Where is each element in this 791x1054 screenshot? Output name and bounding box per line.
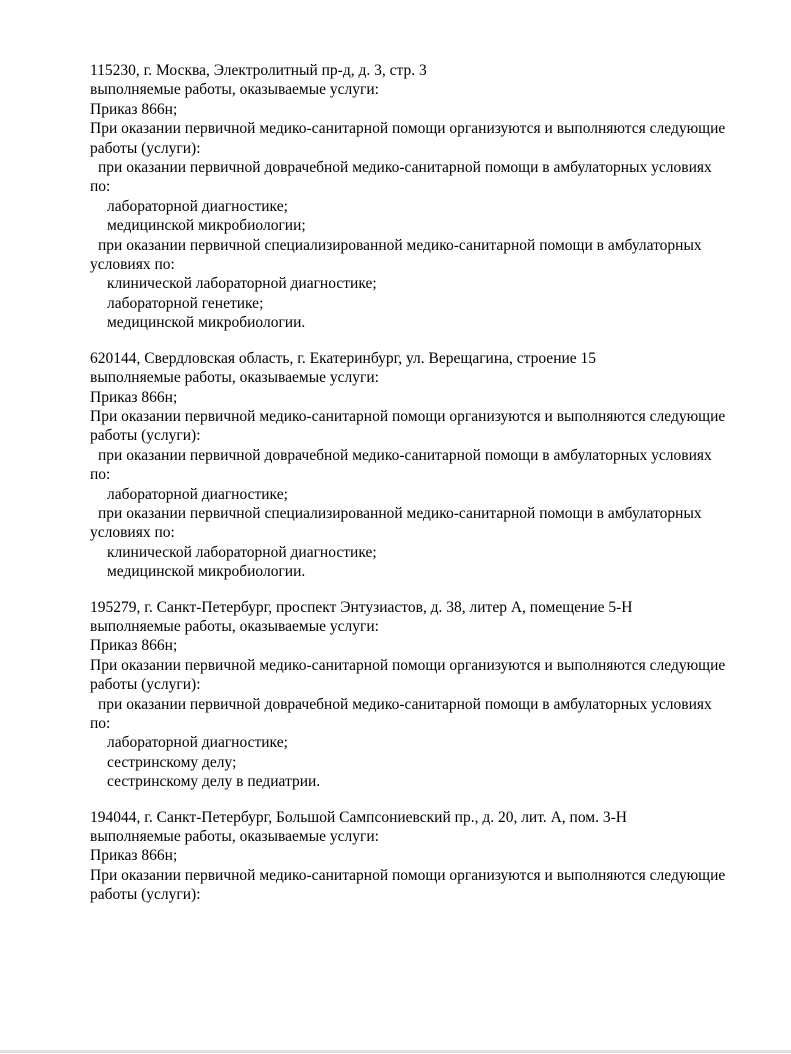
text-line: работы (услуги):: [90, 427, 201, 445]
text-line: клинической лабораторной диагностике;: [107, 543, 377, 561]
text-line: при оказании первичной специализированной медико-санитарной помощи в амбулаторных: [98, 236, 702, 254]
text-line: лабораторной генетике;: [107, 294, 264, 312]
text-line: Приказ 866н;: [90, 637, 178, 655]
text-line: медицинской микробиологии;: [107, 217, 306, 235]
text-line: условиях по:: [90, 256, 175, 274]
text-line: медицинской микробиологии.: [107, 563, 306, 581]
address-block: [90, 598, 761, 792]
text-line: Приказ 866н;: [90, 847, 178, 865]
text-line: лабораторной диагностике;: [107, 485, 288, 503]
text-line: лабораторной диагностике;: [107, 197, 288, 215]
address-block: [90, 61, 761, 333]
address-block: [90, 349, 761, 582]
text-line: При оказании первичной медико-санитарной помощи организуются и выполняются следующие: [90, 120, 726, 138]
text-line: выполняемые работы, оказываемые услуги:: [90, 617, 379, 635]
text-line: при оказании первичной доврачебной медико-санитарной помощи в амбулаторных условиях: [98, 159, 712, 177]
license-addresses-content: [90, 61, 761, 921]
text-line: при оказании первичной доврачебной медико-санитарной помощи в амбулаторных условиях: [98, 446, 712, 464]
text-line: При оказании первичной медико-санитарной помощи организуются и выполняются следующие: [90, 656, 726, 674]
text-line: выполняемые работы, оказываемые услуги:: [90, 81, 379, 99]
text-line: медицинской микробиологии.: [107, 314, 306, 332]
address-line: 194044, г. Санкт-Петербург, Большой Сампсониевский пр., д. 20, лит. А, пом. 3-Н: [90, 808, 627, 826]
text-line: работы (услуги):: [90, 139, 201, 157]
text-line: Приказ 866н;: [90, 388, 178, 406]
text-line: по:: [90, 466, 111, 484]
text-line: При оказании первичной медико-санитарной помощи организуются и выполняются следующие: [90, 407, 726, 425]
text-line: выполняемые работы, оказываемые услуги:: [90, 369, 379, 387]
address-line: 195279, г. Санкт-Петербург, проспект Энтузиастов, д. 38, литер А, помещение 5-Н: [90, 598, 633, 616]
text-line: лабораторной диагностике;: [107, 734, 288, 752]
text-line: сестринскому делу;: [107, 753, 237, 771]
text-line: Приказ 866н;: [90, 100, 178, 118]
text-line: работы (услуги):: [90, 676, 201, 694]
address-line: 115230, г. Москва, Электролитный пр-д, д. 3, стр. 3: [90, 62, 427, 79]
text-line: при оказании первичной доврачебной медико-санитарной помощи в амбулаторных условиях: [98, 695, 712, 713]
text-line: условиях по:: [90, 524, 175, 542]
text-line: по:: [90, 178, 111, 196]
text-line: клинической лабораторной диагностике;: [107, 275, 377, 293]
text-line: работы (услуги):: [90, 886, 201, 904]
address-line: 620144, Свердловская область, г. Екатеринбург, ул. Верещагина, строение 15: [90, 349, 597, 367]
text-line: при оказании первичной специализированной медико-санитарной помощи в амбулаторных: [98, 504, 702, 522]
address-block: [90, 808, 761, 905]
text-line: выполняемые работы, оказываемые услуги:: [90, 828, 379, 846]
text-line: по:: [90, 715, 111, 732]
text-line: сестринскому делу в педиатрии.: [107, 773, 321, 791]
text-line: При оказании первичной медико-санитарной помощи организуются и выполняются следующие: [90, 866, 726, 884]
horizontal-scrollbar-track[interactable]: [0, 1050, 791, 1053]
